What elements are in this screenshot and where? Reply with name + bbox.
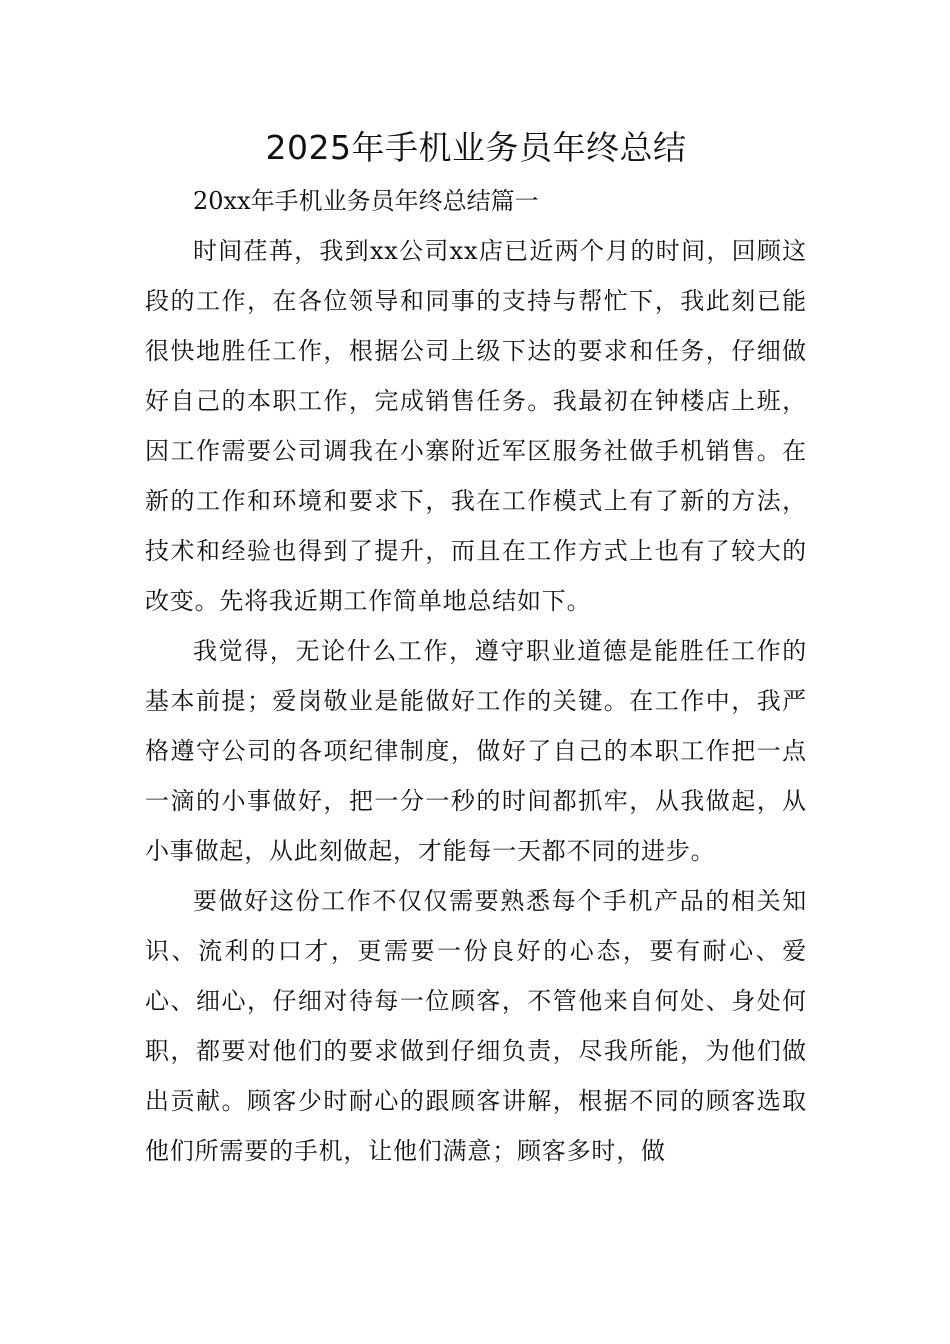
- paragraph-2: 我觉得，无论什么工作，遵守职业道德是能胜任工作的基本前提；爱岗敬业是能做好工作的关键。在工作中，我严格遵守公司的各项纪律制度，做好了自己的本职工作把一点一滴的小事做好，把一分一秒的时间都抓牢，从我做起，从小事做起，从此刻做起，才能每一天都不同的进步。: [145, 637, 807, 865]
- document-page: [145, 120, 807, 1176]
- paragraph-1: 时间荏苒，我到xx公司xx店已近两个月的时间，回顾这段的工作，在各位领导和同事的支持与帮忙下，我此刻已能很快地胜任工作，根据公司上级下达的要求和任务，仔细做好自己的本职工作，完成销售任务。我最初在钟楼店上班，因工作需要公司调我在小寨附近军区服务社做手机销售。在新的工作和环境和要求下，我在工作模式上有了新的方法，技术和经验也得到了提升，而且在工作方式上也有了较大的改变。先将我近期工作简单地总结如下。: [145, 237, 807, 615]
- document-subtitle: 20xx年手机业务员年终总结篇一: [193, 187, 539, 215]
- paragraph-3: 要做好这份工作不仅仅需要熟悉每个手机产品的相关知识、流利的口才，更需要一份良好的心态，要有耐心、爱心、细心，仔细对待每一位顾客，不管他来自何处、身处何职，都要对他们的要求做到仔细负责，尽我所能，为他们做出贡献。顾客少时耐心的跟顾客讲解，根据不同的顾客选取他们所需要的手机，让他们满意；顾客多时，做: [145, 887, 807, 1165]
- document-title: 2025年手机业务员年终总结: [265, 128, 687, 167]
